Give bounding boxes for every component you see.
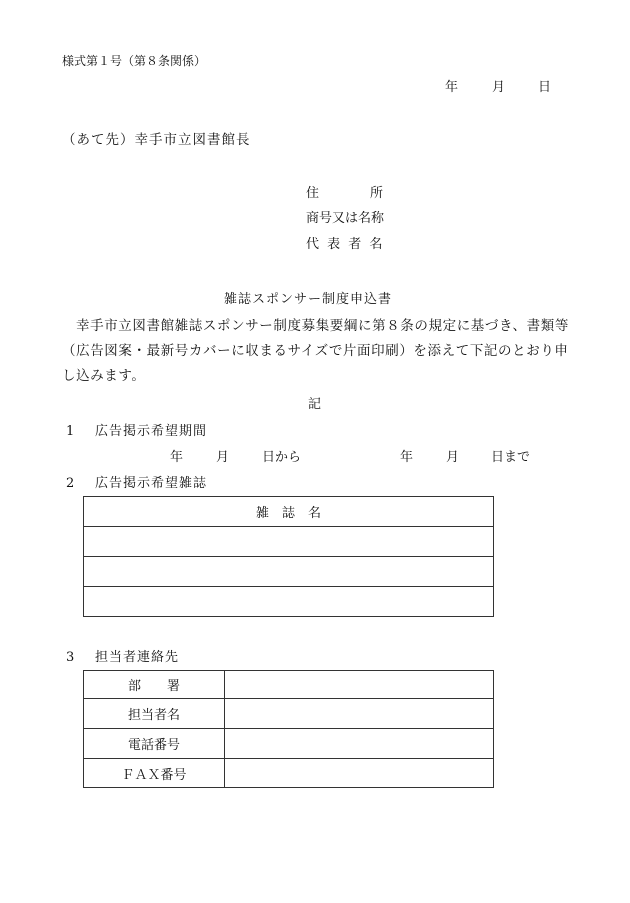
- date-month: 月: [492, 80, 506, 95]
- period-from-year: 年: [170, 450, 184, 465]
- address-label-1: 住: [306, 186, 320, 201]
- contact-table: [83, 670, 494, 788]
- period-from-day: 日から: [262, 450, 302, 465]
- contact-label: ＦＡＸ番号: [84, 759, 225, 788]
- period-to-day: 日まで: [491, 450, 531, 465]
- form-number: 様式第１号（第８条関係）: [62, 54, 207, 68]
- magazine-table: [83, 496, 494, 617]
- contact-label: 部 署: [84, 671, 225, 699]
- period-from-month: 月: [216, 450, 230, 465]
- section-2-label: 広告掲示希望雑誌: [95, 476, 208, 491]
- period-to-year: 年: [400, 450, 414, 465]
- representative-label: 代 表 者 名: [306, 237, 385, 252]
- magazine-table-header: 雑 誌 名: [84, 497, 494, 527]
- magazine-name-cell[interactable]: [84, 527, 494, 557]
- section-3-label: 担当者連絡先: [95, 650, 180, 665]
- contact-value-cell[interactable]: [225, 671, 494, 699]
- period-to-month: 月: [446, 450, 460, 465]
- form-title: 雑誌スポンサー制度申込書: [224, 292, 393, 307]
- section-1-label: 広告掲示希望期間: [95, 424, 208, 439]
- address-label-2: 所: [370, 186, 384, 201]
- contact-label: 電話番号: [84, 729, 225, 759]
- date-day: 日: [538, 80, 552, 95]
- contact-value-cell[interactable]: [225, 759, 494, 788]
- contact-label: 担当者名: [84, 699, 225, 729]
- contact-value-cell[interactable]: [225, 729, 494, 759]
- body-text: 幸手市立図書館雑誌スポンサー制度募集要綱に第８条の規定に基づき、書類等（広告図案・最新号カバーに収まるサイズで片面印刷）を添えて下記のとおり申し込みます。: [62, 318, 569, 384]
- addressee: （あて先）幸手市立図書館長: [62, 132, 251, 148]
- magazine-name-cell[interactable]: [84, 557, 494, 587]
- date-year: 年: [445, 80, 459, 95]
- magazine-name-cell[interactable]: [84, 587, 494, 617]
- section-1-number: 1: [66, 424, 75, 439]
- section-2-number: 2: [66, 476, 75, 491]
- contact-value-cell[interactable]: [225, 699, 494, 729]
- name-label: 商号又は名称: [306, 211, 385, 226]
- section-3-number: 3: [66, 650, 75, 665]
- ki-label: 記: [308, 397, 322, 412]
